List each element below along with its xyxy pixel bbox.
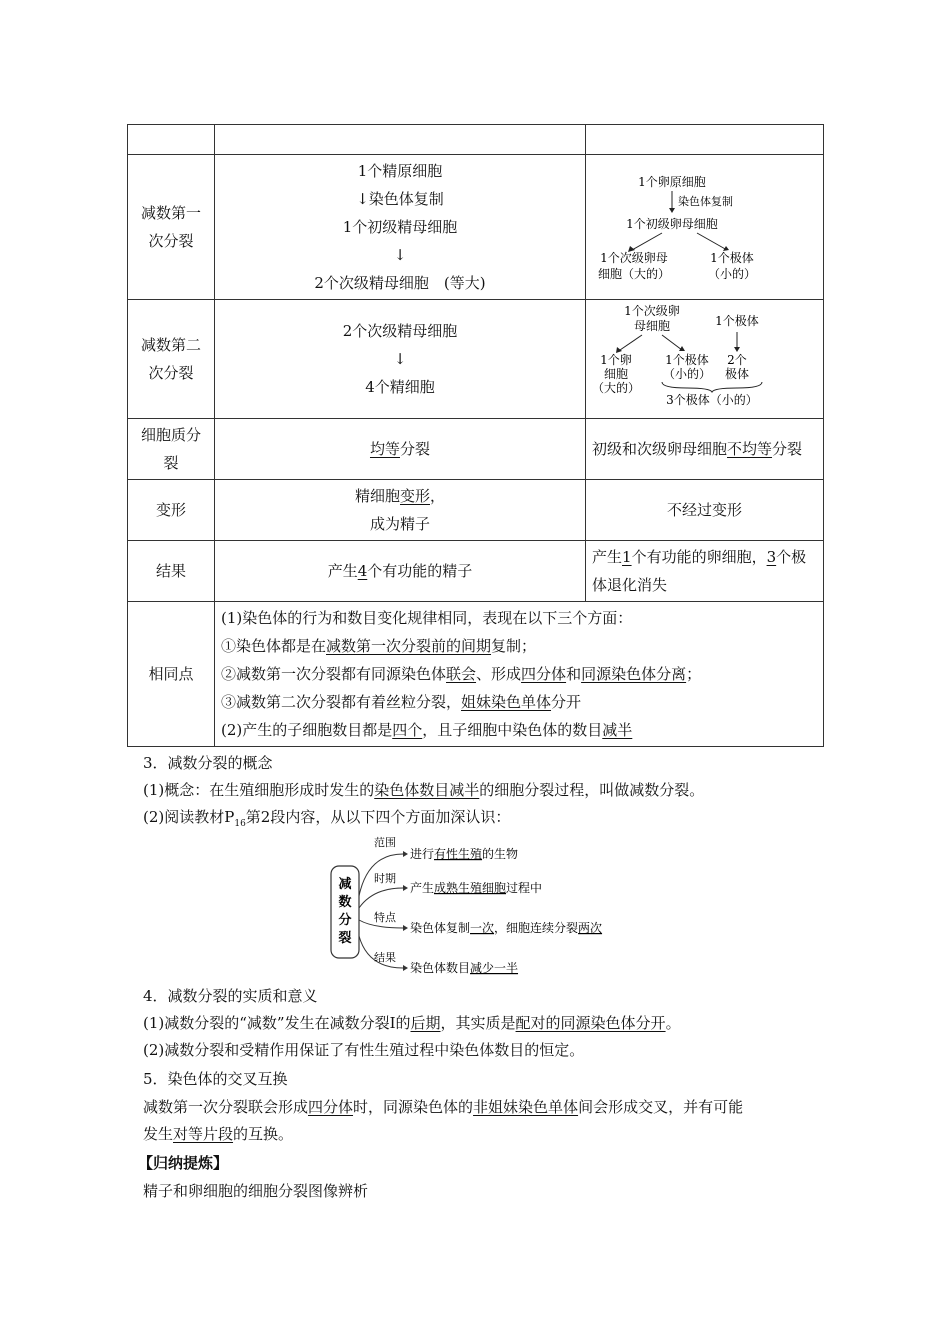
sperm-arrow: ↓ <box>393 246 407 264</box>
row-label-similarities: 相同点 <box>128 602 215 747</box>
svg-text:1个极体: 1个极体 <box>715 314 759 328</box>
center-char: 分 <box>338 913 352 928</box>
section-3-concept: (1)概念：在生殖细胞形成时发生的染色体数目减半的细胞分裂过程，叫做减数分裂。 <box>143 781 705 799</box>
svg-text:1个卵: 1个卵 <box>600 353 632 367</box>
center-char: 减 <box>338 877 352 892</box>
egg-meiosis-1-diagram <box>592 158 812 288</box>
sperm-cytokinesis: 均等分裂 <box>215 419 586 480</box>
egg-meiosis-2 <box>586 300 824 419</box>
egg-cytokinesis: 初级和次级卵母细胞不均等分裂 <box>586 419 824 480</box>
similarity-line: (2)产生的子细胞数目都是四个，且子细胞中染色体的数目减半 <box>221 721 633 739</box>
svg-text:1个初级卵母细胞: 1个初级卵母细胞 <box>626 216 718 231</box>
comparison-table <box>127 124 824 747</box>
table-row <box>128 300 824 419</box>
diagram-item: 产生成熟生殖细胞过程中 <box>410 881 543 895</box>
similarities-cell <box>215 602 824 747</box>
egg-meiosis-1 <box>586 155 824 300</box>
sperm-step: 2个次级精母细胞 (等大) <box>314 274 486 292</box>
row-label-cytokinesis: 细胞质分裂 <box>128 419 215 480</box>
diagram-label: 范围 <box>374 836 396 849</box>
table-header-row <box>128 125 824 155</box>
svg-text:极体: 极体 <box>724 367 750 381</box>
svg-text:染色体复制: 染色体复制 <box>678 194 733 208</box>
section-3-reading: (2)阅读教材$P_{16}$第2段内容，从以下四个方面加深认识： <box>143 808 511 829</box>
diagram-item: 染色体数目减少一半 <box>410 961 519 975</box>
sperm-step: 4个精细胞 <box>365 378 435 396</box>
sperm-step: 1个初级精母细胞 <box>342 218 458 236</box>
summary-text: 精子和卵细胞的细胞分裂图像辨析 <box>143 1182 369 1200</box>
section-4-p2: (2)减数分裂和受精作用保证了有性生殖过程中染色体数目的恒定。 <box>143 1041 585 1059</box>
svg-text:（大的）: （大的） <box>592 381 641 395</box>
diagram-label: 结果 <box>374 951 396 964</box>
section-4-title: 4．减数分裂的实质和意义 <box>143 987 318 1005</box>
svg-text:1个次级卵: 1个次级卵 <box>624 304 680 318</box>
table-row <box>128 480 824 541</box>
section-3-title: 3．减数分裂的概念 <box>143 754 273 772</box>
svg-text:3个极体（小的）: 3个极体（小的） <box>666 393 758 407</box>
svg-text:（小的）: （小的） <box>662 367 712 381</box>
svg-text:母细胞: 母细胞 <box>633 319 671 333</box>
svg-text:1个卵原细胞: 1个卵原细胞 <box>638 174 706 189</box>
header-cell-3 <box>586 125 824 155</box>
sperm-meiosis-2 <box>215 300 586 419</box>
sperm-meiosis-1 <box>215 155 586 300</box>
similarity-line: ①染色体都是在减数第一次分裂前的间期复制； <box>221 637 537 655</box>
sperm-step: 1个精原细胞 <box>357 162 443 180</box>
table-row <box>128 602 824 747</box>
center-char: 数 <box>338 895 352 910</box>
header-cell-1 <box>128 125 215 155</box>
summary-title: 【归纳提炼】 <box>138 1154 229 1172</box>
sperm-arrow: ↓ <box>393 350 407 368</box>
diagram-label: 时期 <box>374 872 396 885</box>
sperm-result: 产生4个有功能的精子 <box>215 541 586 602</box>
center-char: 裂 <box>338 931 352 946</box>
row-label-result: 结果 <box>128 541 215 602</box>
similarity-line: (1)染色体的行为和数目变化规律相同，表现在以下三个方面： <box>221 609 633 627</box>
svg-text:细胞: 细胞 <box>603 367 629 381</box>
section-4-p1: (1)减数分裂的“减数”发生在减数分裂Ⅰ的后期，其实质是配对的同源染色体分开。 <box>143 1014 681 1032</box>
section-5-p1: 减数第一次分裂联会形成四分体时，同源染色体的非姐妹染色单体间会形成交叉，并有可能 <box>143 1098 744 1116</box>
svg-text:1个极体: 1个极体 <box>665 353 709 367</box>
row-label-meiosis-1: 减数第一次分裂 <box>128 155 215 300</box>
diagram-item: 进行有性生殖的生物 <box>410 847 519 861</box>
svg-text:细胞（大的）: 细胞（大的） <box>597 266 671 281</box>
svg-text:（小的）: （小的） <box>707 266 757 281</box>
similarity-line: ②减数第一次分裂都有同源染色体联会、形成四分体和同源染色体分离； <box>221 665 702 683</box>
section-5-title: 5．染色体的交叉互换 <box>143 1070 288 1088</box>
meiosis-concept-diagram <box>328 836 628 978</box>
sperm-step: ↓染色体复制 <box>356 190 444 208</box>
egg-transformation: 不经过变形 <box>586 480 824 541</box>
sperm-step: 2个次级精母细胞 <box>342 322 458 340</box>
similarity-line: ③减数第二次分裂都有着丝粒分裂，姐妹染色单体分开 <box>221 693 582 711</box>
diagram-label: 特点 <box>374 911 396 924</box>
svg-text:1个次级卵母: 1个次级卵母 <box>600 250 668 265</box>
sperm-transformation: 精细胞变形， 成为精子 <box>215 480 586 541</box>
egg-result: 产生1个有功能的卵细胞，3个极体退化消失 <box>586 541 824 602</box>
table-row <box>128 155 824 300</box>
diagram-item: 染色体复制一次，细胞连续分裂两次 <box>410 921 603 935</box>
section-5-p2: 发生对等片段的互换。 <box>143 1125 294 1143</box>
row-label-meiosis-2: 减数第二次分裂 <box>128 300 215 419</box>
row-label-transformation: 变形 <box>128 480 215 541</box>
header-cell-2 <box>215 125 586 155</box>
table-row <box>128 419 824 480</box>
svg-text:2个: 2个 <box>727 353 747 367</box>
svg-text:1个极体: 1个极体 <box>710 250 754 265</box>
egg-meiosis-2-diagram <box>592 302 812 407</box>
table-row <box>128 541 824 602</box>
